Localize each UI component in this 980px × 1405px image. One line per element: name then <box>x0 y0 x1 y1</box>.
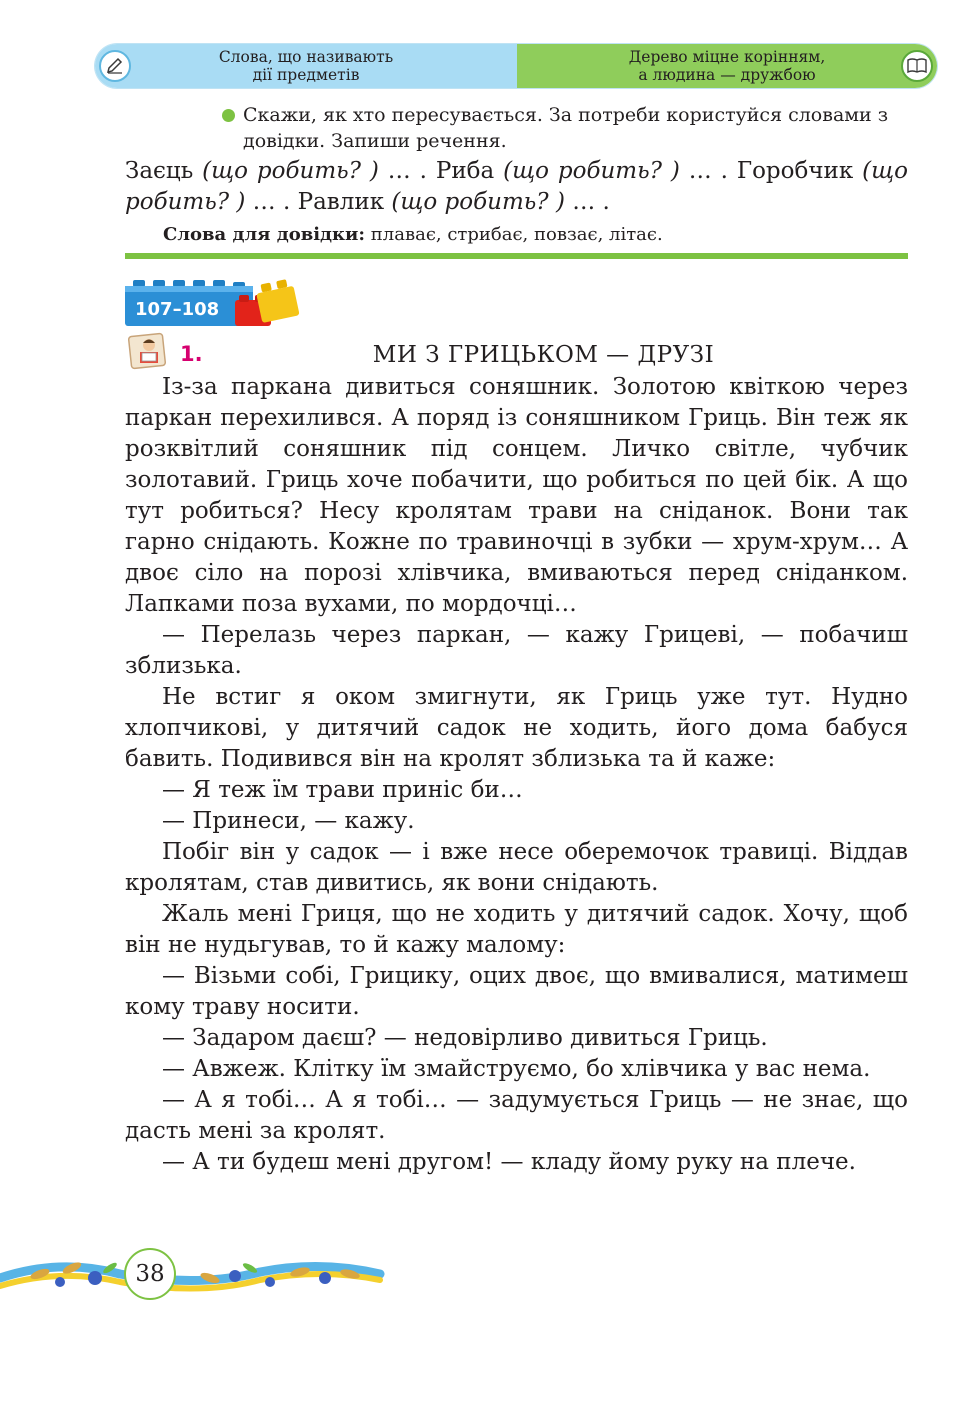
lesson-badge <box>125 278 305 330</box>
exercise-part: … . Равлик <box>245 189 392 215</box>
header-topic-line1: Слова, що називають <box>218 48 394 66</box>
exercise-question: (що робить? ) <box>202 158 379 184</box>
story-paragraph: — Задаром даєш? — недовірливо дивиться Гриць. <box>162 1025 768 1051</box>
story-paragraph: — Принеси, — кажу. <box>162 808 415 834</box>
footer-ornament <box>0 1238 400 1308</box>
pencil-icon <box>99 50 131 82</box>
task-instruction: Скажи, як хто пересувається. За потреби користуйся словами з довідки. Запиши речення. <box>243 104 889 152</box>
hint-list: плаває, стрибає, повзає, літає. <box>365 224 663 245</box>
exercise-word: Заєць <box>125 158 194 184</box>
exercise-part: … . Риба <box>378 158 504 184</box>
story-paragraph: — Візьми собі, Грицику, оцих двоє, що вмивалися, матимеш кому траву носити. <box>125 963 908 1020</box>
exercise-question: (що робить? ) <box>391 189 565 215</box>
exercise-question: (що робить? ) <box>503 158 680 184</box>
exercise-part: … . <box>564 189 610 215</box>
book-icon <box>901 50 933 82</box>
story-paragraph: — Я теж їм трави приніс би… <box>162 777 523 803</box>
header-proverb-line2: а людина — дружбою <box>638 66 816 84</box>
story-paragraph: — Авжеж. Клітку їм змайструємо, бо хлівчика у вас нема. <box>162 1056 871 1082</box>
story-paragraph: — А ти будеш мені другом! — кладу йому руку на плече. <box>162 1149 856 1175</box>
bullet-icon <box>222 109 235 122</box>
section-number: 1. <box>180 342 203 366</box>
header-topic <box>95 44 517 88</box>
page-header <box>95 44 937 88</box>
header-proverb-line1: Дерево міцне корінням, <box>628 48 826 66</box>
story-title: МИ З ГРИЦЬКОМ — ДРУЗІ <box>372 342 715 368</box>
header-proverb <box>517 44 937 88</box>
story-text <box>125 372 908 1178</box>
story-paragraph: Із-за паркана дивиться соняшник. Золотою квіткою через паркан перехилився. А поряд із соняшником Гриць. Він теж як розквітлий соняшник під сонцем. Личко світле, чубчик золотавий. Гриць хоче побачити, що робиться по цей бік. А що тут робиться? Несу кролятам трави на сніданок. Вони так гарно снідають. Кожне по травиночці в зубки — хрум-хрум… А двоє сіло на порозі хлівчика, вмиваються перед сніданком. Лапками поза вухами, по мордочці… <box>125 374 908 617</box>
exercise-question: (що робить? ) <box>125 158 908 215</box>
section-divider <box>125 253 908 259</box>
story-paragraph: Побіг він у садок — і вже несе оберемочок травиці. Віддав кролятам, став дивитись, як вони снідають. <box>125 839 908 896</box>
lesson-number: 107–108 <box>135 299 220 320</box>
header-topic-line2: дії предметів <box>252 66 360 84</box>
hint-label: Слова для довідки: <box>163 224 366 245</box>
story-paragraph: — Перелазь через паркан, — кажу Грицеві, — побачиш зблизька. <box>125 622 908 679</box>
story-paragraph: — А я тобі… А я тобі… — задумується Гриць — не знає, що дасть мені за кролят. <box>125 1087 908 1144</box>
story-paragraph: Не встиг я оком змигнути, як Гриць уже тут. Нудно хлопчикові, у дитячий садок не ходить, його дома бабуся бавить. Подивився він на кролят зблизька та й каже: <box>125 684 908 772</box>
exercise-part: … . Горобчик <box>679 158 863 184</box>
hint-words <box>163 222 908 248</box>
story-paragraph: Жаль мені Гриця, що не ходить у дитячий садок. Хочу, щоб він не нудьгував, то й кажу малому: <box>125 901 908 958</box>
page-number: 38 <box>124 1248 176 1300</box>
exercise-text <box>125 156 908 218</box>
